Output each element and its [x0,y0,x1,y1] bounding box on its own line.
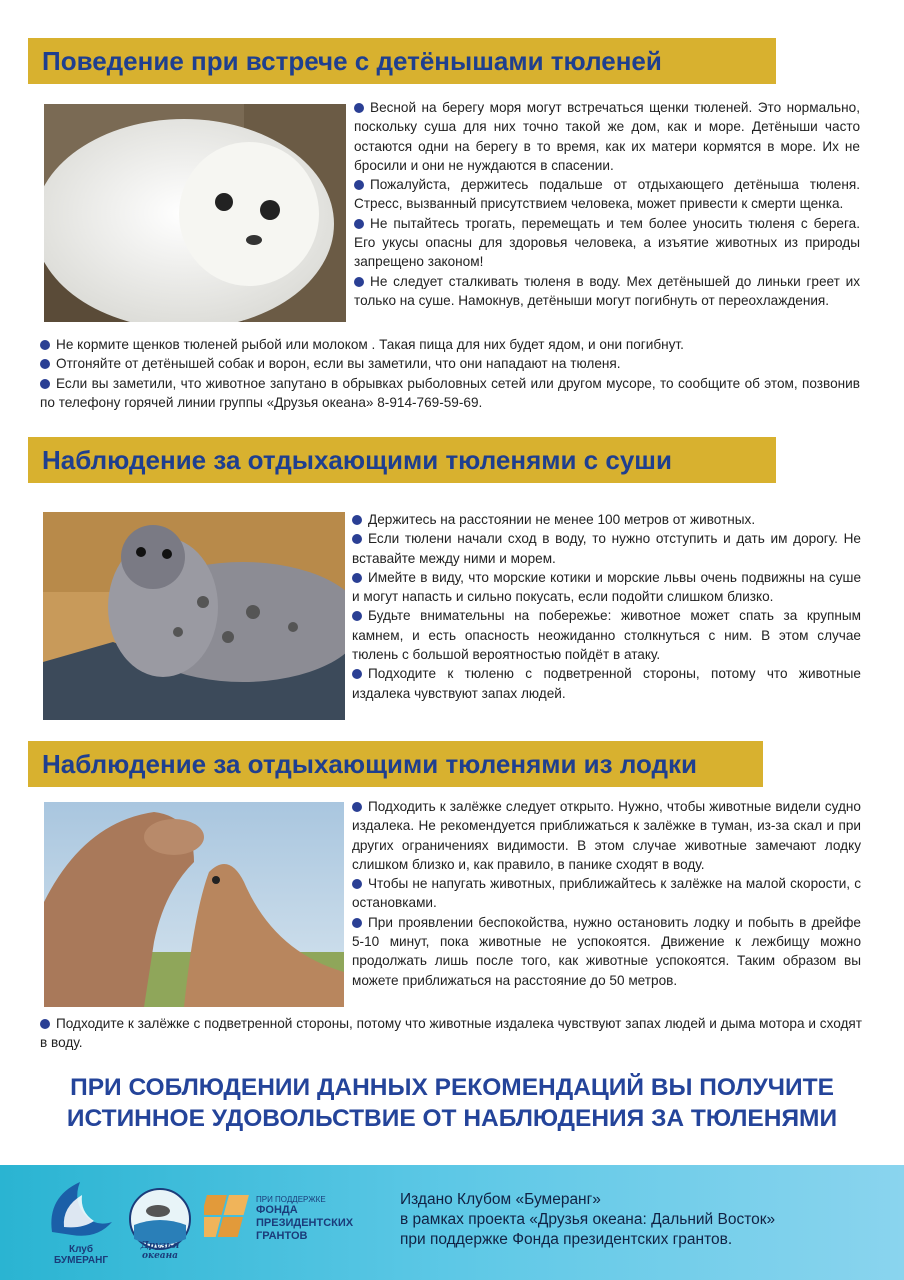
bullet-icon [40,379,50,389]
bullet-icon [352,918,362,928]
section-3-para-3: При проявлении беспокойства, нужно остановить лодку и побыть в дрейфе 5-10 минут, пока животные не успокоятся. Движение к лежбищу можно продолжать лишь после того, как животные успокоятся. Таким образом вы можете приближаться на расстояние до 50 метров. [352,914,861,988]
bullet-icon [354,103,364,113]
fund-emblem-icon [204,1191,254,1241]
publisher-info [400,1190,775,1250]
section-3-full-para-1: Подходите к залёжке с подветренной стороны, потому что животные издалека чувствуют запах людей и дыма мотора и сходят в воду. [40,1016,862,1051]
fund-name-line-1: ФОНДА [256,1204,298,1216]
white-seal-pup-photo [44,104,346,322]
section-3-title: Наблюдение за отдыхающими тюленями из лодки [42,749,698,779]
friends-of-ocean-logo [128,1179,192,1267]
section-1-full-para-3: Если вы заметили, что животное запутано в обрывках рыболовных сетей или другом мусоре, то сообщите об этом, позвонив по телефону горячей линии группы «Друзья океана» 8-914-769-59-69. [40,375,860,410]
sea-lions-image [44,802,344,1007]
fund-support-label: ПРИ ПОДДЕРЖКЕ [256,1195,326,1204]
section-2-banner [28,437,776,483]
publisher-line-2: в рамках проекта «Друзья океана: Дальний Восток» [400,1211,776,1228]
section-3-para-2: Чтобы не напугать животных, приближайтесь к залёжке на малой скорости, с остановками. [352,876,861,911]
section-3-right-text [352,797,861,990]
bullet-icon [354,180,364,190]
section-2-para-5: Подходите к тюленю с подветренной стороны, потому что животные издалека чувствуют запах людей. [352,666,861,701]
section-2-para-1: Держитесь на расстоянии не менее 100 метров от животных. [352,510,861,529]
club-logo-line-1: Клуб [68,1244,94,1255]
bullet-icon [352,802,362,812]
section-1-para-4: Не следует сталкивать тюленя в воду. Мех детёнышей до линьки греет их только на суше. Намокнув, детёныши могут погибнуть от переохлаждения. [354,273,860,308]
sea-lions-photo [44,802,344,1007]
section-1-full-para-1: Не кормите щенков тюленей рыбой или молоком . Такая пища для них будет ядом, и они погибнут. [40,335,860,354]
publisher-line-3: при поддержке Фонда президентских грантов. [400,1231,733,1248]
final-message [0,1072,904,1134]
boomerang-wave-icon [42,1177,120,1239]
fund-name-line-3: ГРАНТОВ [256,1230,308,1242]
bullet-icon [352,534,362,544]
section-2-para-4: Будьте внимательны на побережье: животное может спать за крупным камнем, и есть опасность неожиданно столкнуться с ним. В этом случае тюлень с большой вероятностью пойдёт в атаку. [352,608,861,663]
section-1-para-1: Весной на берегу моря могут встречаться щенки тюленей. Это нормально, поскольку суша для них точно такой же дом, как и море. Детёныши часто остаются одни на берегу в то время, как их матери кормятся в море. Их не бросили и они не нуждаются в спасении. [354,100,860,173]
section-1-para-2: Пожалуйста, держитесь подальше от отдыхающего детёныша тюленя. Стресс, вызванный присутствием человека, может привести к смерти щенка. [354,177,860,212]
friends-logo-text: Друзья океана [140,1241,180,1261]
bullet-icon [352,879,362,889]
bullet-icon [352,669,362,679]
final-message-line-2: ИСТИННОЕ УДОВОЛЬСТВИЕ ОТ НАБЛЮДЕНИЯ ЗА ТЮЛЕНЯМИ [66,1105,838,1132]
white-seal-pup-image [44,104,346,322]
bullet-icon [40,1019,50,1029]
section-2-title: Наблюдение за отдыхающими тюленями с суши [42,445,672,475]
fund-name-line-2: ПРЕЗИДЕНТСКИХ [256,1217,354,1229]
section-1-full-para-2: Отгоняйте от детёнышей собак и ворон, если вы заметили, что они нападают на тюленя. [40,354,860,373]
section-2-para-2: Если тюлени начали сход в воду, то нужно отступить и дать им дорогу. Не вставайте между ними и морем. [352,531,861,566]
section-1-right-text [354,98,860,310]
bullet-icon [352,611,362,621]
section-1-banner [28,38,776,84]
section-3-para-1: Подходить к залёжке следует открыто. Нужно, чтобы животные видели судно издалека. Не рекомендуется приближаться к залёжке в туман, из-за скал и при других ограничениях видимости. В этом случае животные замечают лодку слишком близко и, как правило, в панике сходят в воду. [352,799,861,872]
spotted-seal-photo [43,512,345,720]
section-3-full-text [40,1014,862,1053]
bullet-icon [354,219,364,229]
section-1-full-text [40,335,860,412]
bullet-icon [40,359,50,369]
club-boomerang-logo [42,1177,120,1269]
bullet-icon [352,515,362,525]
section-2-para-3: Имейте в виду, что морские котики и морские львы очень подвижны на суше и могут напасть и сильно покусать, если подойти слишком близко. [352,569,861,605]
publisher-line-1: Издано Клубом «Бумеранг» [400,1191,601,1208]
section-1-para-3: Не пытайтесь трогать, перемещать и тем более уносить тюленя с берега. Его укусы опасны для здоровья человека, а изъятие животных из природы запрещено законом! [354,215,860,270]
bullet-icon [352,573,362,583]
section-1-title: Поведение при встрече с детёнышами тюленей [42,46,662,76]
presidential-grants-fund-logo [204,1185,384,1255]
section-3-banner [28,741,763,787]
final-message-line-1: ПРИ СОБЛЮДЕНИИ ДАННЫХ РЕКОМЕНДАЦИЙ ВЫ ПОЛУЧИТЕ [70,1074,834,1101]
spotted-seal-image [43,512,345,720]
bullet-icon [354,277,364,287]
section-2-right-text [352,510,861,703]
bullet-icon [40,340,50,350]
club-logo-line-2: БУМЕРАНГ [53,1255,109,1266]
footer [0,1165,904,1280]
